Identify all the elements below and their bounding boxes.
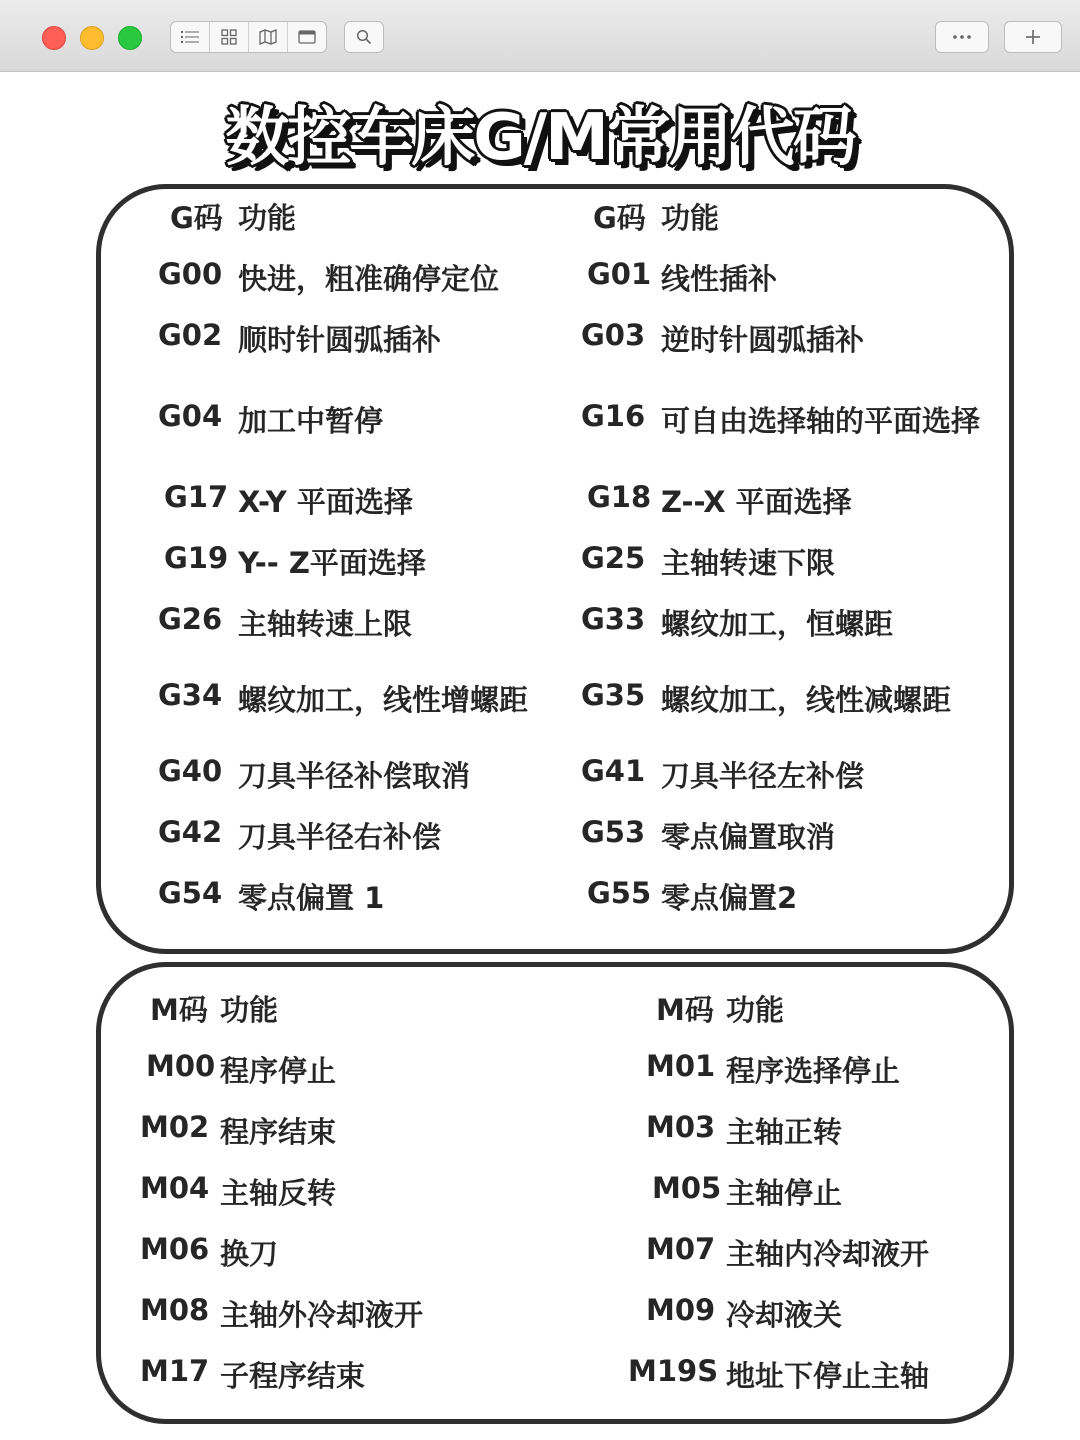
m-header-func: 功能 — [726, 993, 785, 1027]
code-label: G41 — [581, 754, 646, 788]
code-label: G26 — [158, 602, 223, 636]
grid-icon — [221, 29, 237, 45]
function-label: 刀具半径左补偿 — [661, 759, 865, 793]
function-label: 零点偏置取消 — [661, 820, 836, 854]
function-label: 冷却液关 — [726, 1298, 843, 1332]
function-label: 程序结束 — [220, 1115, 337, 1149]
code-label: G02 — [158, 318, 223, 352]
sidebar-icon — [298, 30, 316, 44]
function-label: 主轴停止 — [726, 1176, 843, 1210]
more-button[interactable] — [935, 21, 989, 53]
add-icon — [1024, 28, 1042, 46]
function-label: 螺纹加工，线性减螺距 — [661, 683, 952, 717]
code-label: M07 — [646, 1232, 716, 1266]
zoom-window-button[interactable] — [118, 26, 142, 50]
function-label: X-Y 平面选择 — [238, 485, 413, 519]
function-label: 零点偏置 1 — [238, 881, 385, 915]
function-label: 主轴转速上限 — [238, 607, 413, 641]
function-label: 逆时针圆弧插补 — [661, 323, 865, 357]
g-header-func: 功能 — [661, 201, 720, 235]
minimize-window-button[interactable] — [80, 26, 104, 50]
function-label: 主轴外冷却液开 — [220, 1298, 424, 1332]
code-label: G01 — [587, 257, 652, 291]
function-label: 螺纹加工，恒螺距 — [661, 607, 894, 641]
code-label: M02 — [140, 1110, 210, 1144]
code-label: M04 — [140, 1171, 210, 1205]
code-label: G33 — [581, 602, 646, 636]
code-label: G04 — [158, 399, 223, 433]
search-button[interactable] — [344, 21, 384, 53]
code-label: G55 — [587, 876, 652, 910]
function-label: 加工中暂停 — [238, 404, 384, 438]
code-label: M08 — [140, 1293, 210, 1327]
function-label: 主轴内冷却液开 — [726, 1237, 930, 1271]
code-label: G53 — [581, 815, 646, 849]
close-window-button[interactable] — [42, 26, 66, 50]
more-icon — [952, 34, 972, 40]
m-header-code: M码 — [150, 993, 208, 1027]
code-label: G00 — [158, 257, 223, 291]
code-label: G42 — [158, 815, 223, 849]
function-label: Y-- Z平面选择 — [238, 546, 426, 580]
function-label: 螺纹加工，线性增螺距 — [238, 683, 529, 717]
function-label: 可自由选择轴的平面选择 — [661, 404, 981, 438]
m-header-func: 功能 — [220, 993, 279, 1027]
sidebar-toggle-button[interactable] — [288, 22, 326, 52]
function-label: 刀具半径补偿取消 — [238, 759, 471, 793]
code-label: M19S — [628, 1354, 719, 1388]
code-label: G16 — [581, 399, 646, 433]
code-label: G35 — [581, 678, 646, 712]
add-button[interactable] — [1004, 21, 1062, 53]
code-label: G03 — [581, 318, 646, 352]
function-label: 地址下停止主轴 — [726, 1359, 930, 1393]
function-label: 主轴反转 — [220, 1176, 337, 1210]
code-label: G34 — [158, 678, 223, 712]
code-label: M05 — [652, 1171, 722, 1205]
function-label: 主轴转速下限 — [661, 546, 836, 580]
search-icon — [356, 29, 372, 45]
map-view-button[interactable] — [249, 22, 288, 52]
function-label: 快进，粗准确停定位 — [238, 262, 500, 296]
code-label: M01 — [646, 1049, 716, 1083]
function-label: 线性插补 — [661, 262, 778, 296]
g-header-code: G码 — [593, 201, 646, 235]
function-label: Z--X 平面选择 — [661, 485, 852, 519]
code-label: M00 — [146, 1049, 216, 1083]
m-header-code: M码 — [656, 993, 714, 1027]
g-header-func: 功能 — [238, 201, 297, 235]
g-header-code: G码 — [170, 201, 223, 235]
map-icon — [259, 29, 277, 45]
page-title: 数控车床G/M常用代码 — [225, 101, 855, 175]
code-label: G17 — [164, 480, 229, 514]
function-label: 顺时针圆弧插补 — [238, 323, 442, 357]
list-icon — [181, 30, 199, 44]
grid-view-button[interactable] — [210, 22, 249, 52]
g-code-panel — [96, 184, 1014, 954]
code-label: M09 — [646, 1293, 716, 1327]
window-titlebar — [0, 0, 1080, 72]
function-label: 程序选择停止 — [726, 1054, 901, 1088]
code-label: M17 — [140, 1354, 210, 1388]
code-label: G18 — [587, 480, 652, 514]
function-label: 刀具半径右补偿 — [238, 820, 442, 854]
function-label: 换刀 — [220, 1237, 279, 1271]
function-label: 子程序结束 — [220, 1359, 366, 1393]
code-label: G54 — [158, 876, 223, 910]
title-wrap — [0, 86, 1080, 178]
view-toolbar-group — [170, 21, 327, 53]
list-view-button[interactable] — [171, 22, 210, 52]
code-label: G25 — [581, 541, 646, 575]
code-label: G19 — [164, 541, 229, 575]
code-label: M06 — [140, 1232, 210, 1266]
function-label: 程序停止 — [220, 1054, 337, 1088]
code-label: M03 — [646, 1110, 716, 1144]
function-label: 主轴正转 — [726, 1115, 843, 1149]
function-label: 零点偏置2 — [661, 881, 798, 915]
code-label: G40 — [158, 754, 223, 788]
